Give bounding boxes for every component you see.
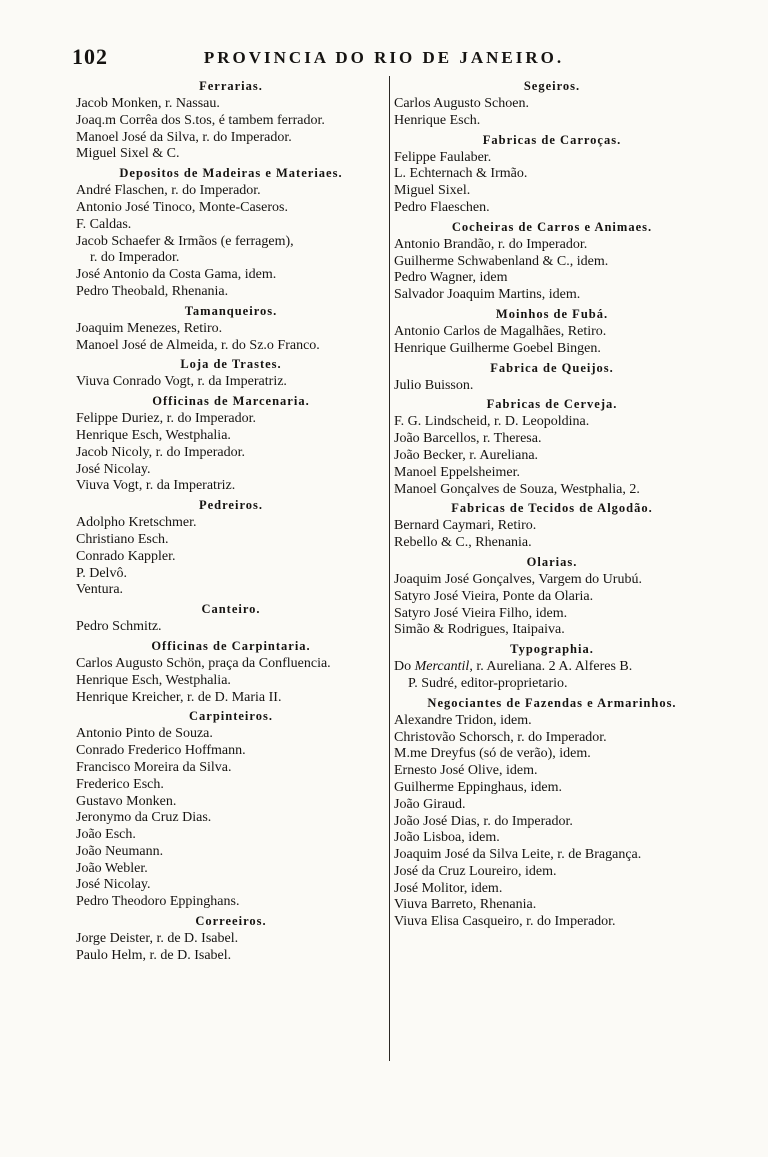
directory-entry: João Lisboa, idem. (394, 830, 500, 846)
directory-entry: João José Dias, r. do Imperador. (394, 813, 573, 829)
directory-entry: Simão & Rodrigues, Itaipaiva. (394, 622, 565, 638)
entry-list (76, 726, 386, 911)
entry-address: , r. Aureliana. 2 A. Alferes B. (469, 659, 633, 675)
directory-entry: Henrique Esch. (394, 112, 481, 128)
section-heading: Officinas de Carpintaria. (151, 638, 311, 653)
directory-entry: Viuva Barreto, Rhenania. (394, 897, 537, 913)
directory-entry: Joaquim José da Silva Leite, r. de Bragança. (394, 847, 642, 863)
entry-list (76, 656, 386, 706)
section-heading: Fabricas de Cerveja. (486, 397, 618, 412)
directory-entry: Gustavo Monken. (76, 793, 177, 809)
entry-list (76, 96, 386, 163)
section-correeiros (76, 911, 386, 965)
entry-list (394, 324, 710, 358)
section-heading: Loja de Trastes. (180, 357, 282, 372)
section-officinas-de-marcenaria (76, 391, 386, 495)
section-canteiro (76, 599, 386, 636)
directory-entry: Julio Buisson. (394, 377, 474, 393)
section-heading: Segeiros. (523, 79, 581, 93)
directory-entry: Satyro José Vieira, Ponte da Olaria. (394, 588, 594, 604)
directory-entry: P. Delvô. (76, 565, 127, 581)
section-heading: Pedreiros. (198, 498, 264, 513)
section-heading: Cocheiras de Carros e Animaes. (451, 219, 653, 234)
directory-entry: Pedro Flaeschen. (394, 199, 490, 215)
section-heading: Tamanqueiros. (184, 303, 278, 318)
directory-entry: Satyro José Vieira Filho, idem. (394, 605, 568, 621)
section-moinhos-de-fuba (394, 304, 710, 358)
section-fabricas-de-cerveja (394, 394, 710, 498)
directory-entry: Antonio Carlos de Magalhães, Retiro. (394, 323, 607, 339)
entry-list (394, 414, 710, 498)
entry-list (76, 183, 386, 301)
directory-entry: Conrado Kappler. (76, 548, 176, 564)
section-fabricas-de-carrocas (394, 130, 710, 217)
entry-list (76, 374, 386, 391)
directory-entry: Jacob Monken, r. Nassau. (76, 96, 220, 111)
directory-entry: Guilherme Schwabenland & C., idem. (394, 253, 609, 269)
directory-entry: Antonio José Tinoco, Monte-Caseros. (76, 199, 288, 215)
entry-prefix: Do (394, 659, 415, 675)
directory-entry: Pedro Wagner, idem (394, 270, 508, 286)
entry-list (394, 659, 710, 693)
directory-entry: Jeronymo da Cruz Dias. (76, 810, 212, 826)
section-heading: Fabrica de Queijos. (490, 360, 614, 375)
directory-entry: Salvador Joaquim Martins, idem. (394, 287, 581, 303)
directory-entry: Miguel Sixel. (394, 183, 471, 199)
directory-entry (394, 659, 710, 676)
entry-list (394, 378, 710, 395)
section-heading: Fabricas de Tecidos de Algodão. (451, 501, 653, 516)
directory-entry: André Flaschen, r. do Imperador. (76, 183, 261, 199)
page-number: 102 (72, 44, 108, 69)
section-negociantes-de-fazendas-e-armarinhos (394, 693, 710, 931)
section-heading: Typographia. (510, 642, 594, 657)
directory-entry: Joaq.m Corrêa dos S.tos, é tambem ferrador. (76, 112, 325, 128)
directory-entry: P. Sudré, editor-proprietario. (408, 675, 568, 691)
entry-list (394, 96, 710, 130)
entry-list (394, 150, 710, 217)
newspaper-name: Mercantil (414, 659, 470, 675)
directory-entry: F. G. Lindscheid, r. D. Leopoldina. (394, 414, 590, 430)
directory-entry: Manoel Eppelsheimer. (394, 464, 520, 480)
entry-list (76, 619, 386, 636)
directory-entry: João Neumann. (76, 843, 164, 859)
section-segeiros (394, 76, 710, 130)
section-pedreiros (76, 495, 386, 599)
directory-entry: Conrado Frederico Hoffmann. (76, 743, 246, 759)
section-heading: Moinhos de Fubá. (495, 306, 609, 321)
section-heading: Carpinteiros. (189, 709, 273, 724)
directory-entry: João Webler. (76, 860, 148, 876)
section-tamanqueiros (76, 301, 386, 355)
directory-entry: Paulo Helm, r. de D. Isabel. (76, 947, 232, 963)
directory-entry: L. Echternach & Irmão. (394, 166, 528, 182)
entry-list (394, 518, 710, 552)
directory-entry: João Esch. (76, 827, 136, 843)
directory-entry: Jacob Schaefer & Irmãos (e ferragem), (76, 233, 294, 249)
column-divider (389, 76, 390, 1061)
directory-entry: Christovão Schorsch, r. do Imperador. (394, 729, 607, 745)
directory-entry: Henrique Esch, Westphalia. (76, 672, 231, 688)
directory-entry: Pedro Theodoro Eppinghans. (76, 894, 240, 910)
directory-entry: Henrique Kreicher, r. de D. Maria II. (76, 689, 282, 705)
directory-entry: Henrique Guilherme Goebel Bingen. (394, 340, 601, 356)
directory-entry: José Antonio da Costa Gama, idem. (76, 267, 277, 283)
directory-entry: Guilherme Eppinghaus, idem. (394, 779, 562, 795)
directory-entry: Alexandre Tridon, idem. (394, 712, 532, 728)
section-heading: Ferrarias. (199, 79, 263, 93)
directory-entry: Bernard Caymari, Retiro. (394, 518, 537, 534)
directory-entry: Viuva Elisa Casqueiro, r. do Imperador. (394, 914, 616, 930)
directory-entry: Jorge Deister, r. de D. Isabel. (76, 931, 239, 947)
section-ferrarias (76, 76, 386, 163)
directory-entry: Pedro Theobald, Rhenania. (76, 283, 229, 299)
directory-entry: José Molitor, idem. (394, 880, 503, 896)
directory-entry: João Barcellos, r. Theresa. (394, 431, 542, 447)
section-depositos-de-madeiras-e-materiaes (76, 163, 386, 301)
entry-list (394, 713, 710, 931)
section-loja-de-trastes (76, 354, 386, 391)
section-heading: Olarias. (526, 554, 578, 569)
directory-entry: José da Cruz Loureiro, idem. (394, 863, 557, 879)
section-typographia (394, 639, 710, 693)
section-cocheiras-de-carros-e-animaes (394, 217, 710, 304)
section-heading: Canteiro. (201, 602, 261, 617)
section-heading: Officinas de Marcenaria. (152, 394, 310, 409)
entry-list (76, 515, 386, 599)
directory-entry: Manoel José de Almeida, r. do Sz.o Franco. (76, 337, 320, 353)
directory-entry: Viuva Conrado Vogt, r. da Imperatriz. (76, 374, 287, 390)
directory-entry: Adolpho Kretschmer. (76, 515, 197, 531)
right-column (394, 76, 710, 931)
section-fabricas-de-tecidos-de-algodao (394, 498, 710, 552)
section-fabrica-de-queijos (394, 358, 710, 395)
directory-entry: Jacob Nicoly, r. do Imperador. (76, 444, 245, 460)
directory-entry: M.me Dreyfus (só de verão), idem. (394, 746, 591, 762)
entry-list (76, 321, 386, 355)
directory-entry: Antonio Brandão, r. do Imperador. (394, 236, 588, 252)
directory-entry: Joaquim José Gonçalves, Vargem do Urubú. (394, 571, 642, 587)
entry-list (394, 572, 710, 639)
section-heading: Fabricas de Carroças. (482, 132, 622, 147)
left-column (76, 76, 386, 965)
directory-entry: Viuva Vogt, r. da Imperatriz. (76, 478, 236, 494)
entry-list (76, 931, 386, 965)
directory-entry: João Becker, r. Aureliana. (394, 447, 539, 463)
entry-list (394, 237, 710, 304)
entry-list (76, 411, 386, 495)
directory-entry: Christiano Esch. (76, 531, 169, 547)
page-header (0, 44, 768, 74)
section-heading: Correeiros. (195, 914, 267, 929)
directory-entry: Joaquim Menezes, Retiro. (76, 320, 223, 336)
directory-entry: Felippe Duriez, r. do Imperador. (76, 411, 257, 427)
directory-entry: Frederico Esch. (76, 776, 164, 792)
directory-entry: Rebello & C., Rhenania. (394, 535, 532, 551)
directory-entry: Miguel Sixel & C. (76, 146, 180, 162)
section-heading: Depositos de Madeiras e Materiaes. (119, 166, 343, 181)
directory-entry: Manoel José da Silva, r. do Imperador. (76, 129, 292, 145)
directory-entry: Pedro Schmitz. (76, 619, 162, 635)
section-officinas-de-carpintaria (76, 636, 386, 706)
directory-entry: Ventura. (76, 582, 124, 598)
directory-entry: Manoel Gonçalves de Souza, Westphalia, 2. (394, 481, 640, 497)
section-olarias (394, 552, 710, 639)
directory-entry: José Nicolay. (76, 461, 151, 477)
directory-entry: Carlos Augusto Schön, praça da Confluencia. (76, 655, 331, 671)
directory-entry: r. do Imperador. (90, 250, 180, 266)
directory-entry: Carlos Augusto Schoen. (394, 96, 529, 111)
directory-entry: Antonio Pinto de Souza. (76, 726, 213, 742)
directory-entry: Ernesto José Olive, idem. (394, 763, 538, 779)
section-carpinteiros (76, 706, 386, 911)
directory-entry: Henrique Esch, Westphalia. (76, 427, 231, 443)
page-title: PROVINCIA DO RIO DE JANEIRO. (203, 48, 565, 67)
directory-entry: Francisco Moreira da Silva. (76, 759, 232, 775)
directory-entry: José Nicolay. (76, 877, 151, 893)
directory-entry: Felippe Faulaber. (394, 149, 492, 165)
directory-entry: F. Caldas. (76, 216, 132, 232)
section-heading: Negociantes de Fazendas e Armarinhos. (427, 695, 677, 710)
directory-entry: João Giraud. (394, 796, 466, 812)
